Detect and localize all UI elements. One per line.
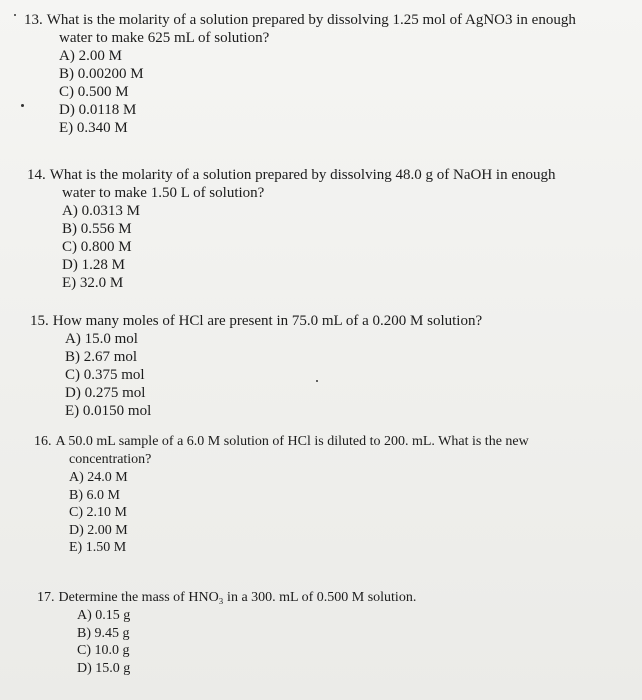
answer-choices bbox=[30, 330, 482, 420]
question-15 bbox=[30, 312, 482, 420]
question-text-continued: water to make 1.50 L of solution? bbox=[62, 185, 265, 201]
question-14 bbox=[27, 166, 556, 292]
question-text-continued: water to make 625 mL of solution? bbox=[59, 30, 270, 46]
question-text: What is the molarity of a solution prepared by dissolving 1.25 mol of AgNO3 in enough bbox=[46, 12, 576, 28]
question-number: 14. bbox=[27, 167, 46, 183]
answer-choice: B) 2.67 mol bbox=[65, 349, 138, 365]
answer-choice: E) 0.0150 mol bbox=[65, 403, 152, 419]
answer-choice: B) 0.00200 M bbox=[59, 66, 144, 82]
answer-choice: E) 1.50 M bbox=[69, 540, 127, 555]
answer-choices bbox=[34, 469, 529, 557]
question-text: What is the molarity of a solution prepared by dissolving 48.0 g of NaOH in enough bbox=[49, 167, 556, 183]
stray-mark bbox=[14, 14, 16, 16]
question-stem bbox=[37, 589, 416, 607]
answer-choice: D) 2.00 M bbox=[69, 522, 128, 538]
answer-choice: A) 0.15 g bbox=[77, 608, 131, 623]
question-stem bbox=[30, 312, 482, 330]
answer-choice: A) 24.0 M bbox=[69, 470, 128, 485]
question-13 bbox=[24, 11, 576, 137]
question-number: 16. bbox=[34, 434, 52, 449]
question-text: A 50.0 mL sample of a 6.0 M solution of HCl is diluted to 200. mL. What is the new bbox=[55, 434, 529, 449]
answer-choice: E) 32.0 M bbox=[62, 275, 124, 291]
answer-choice: C) 0.375 mol bbox=[65, 367, 145, 383]
question-number: 17. bbox=[37, 590, 55, 605]
question-text: How many moles of HCl are present in 75.0 mL of a 0.200 M solution? bbox=[52, 313, 483, 329]
question-text: Determine the mass of HNO₃ in a 300. mL of 0.500 M solution. bbox=[58, 590, 417, 605]
answer-choice: E) 0.340 M bbox=[59, 120, 128, 136]
answer-choice: C) 0.500 M bbox=[59, 84, 129, 100]
question-number: 13. bbox=[24, 12, 43, 28]
question-stem bbox=[34, 433, 529, 451]
answer-choice: D) 1.28 M bbox=[62, 257, 125, 273]
question-17 bbox=[37, 589, 416, 677]
answer-choice: D) 15.0 g bbox=[77, 660, 131, 676]
answer-choice: D) 0.0118 M bbox=[59, 102, 137, 118]
answer-choice: C) 2.10 M bbox=[69, 505, 127, 520]
question-number: 15. bbox=[30, 313, 49, 329]
answer-choice: C) 10.0 g bbox=[77, 643, 130, 658]
question-stem bbox=[27, 166, 556, 184]
question-stem bbox=[24, 11, 576, 29]
answer-choice: D) 0.275 mol bbox=[65, 385, 146, 401]
answer-choice: B) 6.0 M bbox=[69, 487, 120, 503]
answer-choices bbox=[27, 202, 556, 292]
answer-choice: C) 0.800 M bbox=[62, 239, 132, 255]
answer-choice: A) 15.0 mol bbox=[65, 331, 138, 347]
answer-choice: A) 2.00 M bbox=[59, 48, 122, 64]
question-16 bbox=[34, 433, 529, 557]
answer-choices bbox=[24, 47, 576, 137]
answer-choices bbox=[37, 607, 416, 677]
answer-choice: A) 0.0313 M bbox=[62, 203, 140, 219]
answer-choice: B) 9.45 g bbox=[77, 625, 130, 641]
question-text-continued: concentration? bbox=[69, 452, 152, 467]
answer-choice: B) 0.556 M bbox=[62, 221, 132, 237]
